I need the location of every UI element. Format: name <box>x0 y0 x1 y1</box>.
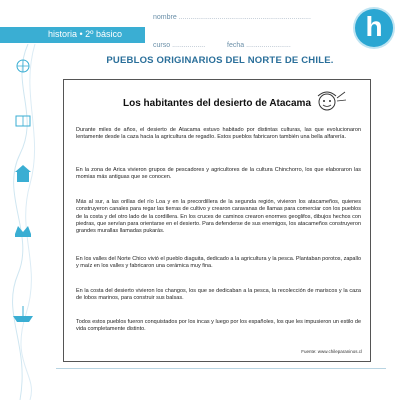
paragraph-2: En la zona de Arica vivieron grupos de pescadores y agricultores de la cultura Chinchorro, los que elaboraron las momias más antiguas que se conocen. <box>76 167 361 181</box>
card-title: Los habitantes del desierto de Atacama <box>122 98 312 109</box>
paragraph-4: En los valles del Norte Chico vivió el pueblo diaguita, dedicado a la agricultura y la pesca. Plantaban porotos, zapallo y maíz en los valles y fabricaron una cerámica muy fina. <box>76 256 361 270</box>
course-field[interactable]: curso ................. <box>153 42 206 49</box>
page-title: PUEBLOS ORIGINARIOS DEL NORTE DE CHILE. <box>106 55 334 66</box>
date-label: fecha <box>227 42 245 49</box>
name-field[interactable]: nombre .................................................................... <box>153 14 311 21</box>
subject-label: historia • 2º básico <box>48 29 122 39</box>
reading-card <box>63 79 371 362</box>
book-icon <box>16 116 30 126</box>
date-field[interactable]: fecha ....................... <box>227 42 291 49</box>
source-credit: Fuente: www.chileparaninos.cl <box>301 349 362 354</box>
logo-letter: h <box>365 11 383 42</box>
course-label: curso <box>153 42 171 49</box>
logo <box>355 9 393 47</box>
left-decoration <box>0 44 48 400</box>
divider <box>56 368 386 369</box>
paragraph-6: Todos estos pueblos fueron conquistados por los incas y luego por los españoles, los que les impusieron un estilo de vida completamente distinto. <box>76 319 361 333</box>
subject-band <box>0 27 145 43</box>
crown-icon <box>15 226 31 237</box>
globe-icon <box>17 60 29 72</box>
ship-icon <box>13 306 33 322</box>
paragraph-1: Durante miles de años, el desierto de Atacama estuvo habitado por distintas culturas, las que evolucionaron lentamente desde la caza hacia la agricultura de regadío. Estos pueblos fabricaron también una bella alfarería. <box>76 127 361 141</box>
building-icon <box>15 165 31 182</box>
name-label: nombre <box>153 14 177 21</box>
illustration <box>309 88 349 118</box>
paragraph-3: Más al sur, a las orillas del río Loa y en la precordillera de la segunda región, vivieron los atacameños, quienes construyeron canales para regar las tierras de cultivo y crearon caravanas de llamas para comerciar con los pueblos de la costa y del otro lado de la cordillera. En los cruces de caminos crearon enormes geoglifos, dibujos hechos con piedras, que servían para orientarse en el desierto. Para defenderse de sus enemigos, los atacameños construyeron grandes murallas llamadas pukarás. <box>76 199 361 235</box>
paragraph-5: En la costa del desierto vivieron los changos, los que se dedicaban a la pesca, la recolección de mariscos y la caza de lobos marinos, para construir sus balsas. <box>76 288 361 302</box>
